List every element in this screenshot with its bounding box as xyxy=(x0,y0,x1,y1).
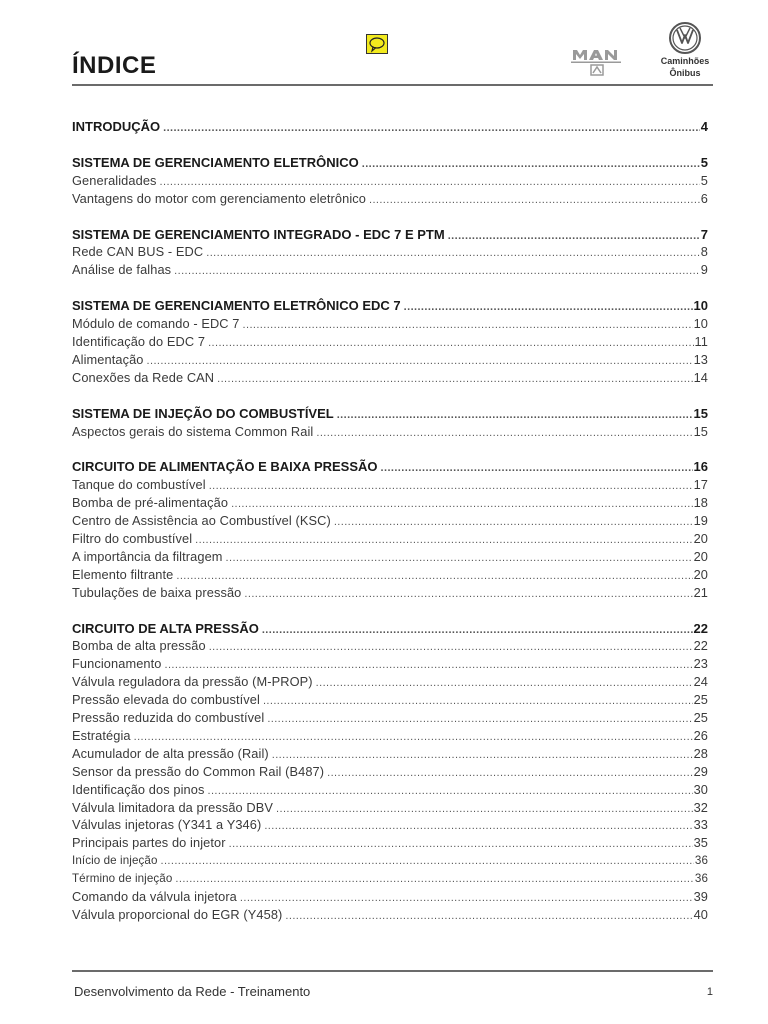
dot-leader xyxy=(272,747,693,763)
toc-section-heading-label: SISTEMA DE INJEÇÃO DO COMBUSTÍVEL xyxy=(72,405,334,421)
toc-entry-page: 15 xyxy=(693,423,708,439)
dot-leader xyxy=(176,568,692,584)
table-of-contents xyxy=(72,118,708,942)
page-header xyxy=(0,0,768,90)
toc-entry[interactable] xyxy=(72,315,708,333)
toc-entry-label: Alimentação xyxy=(72,351,144,367)
dot-leader xyxy=(276,801,693,817)
toc-section xyxy=(72,118,708,136)
toc-entry[interactable] xyxy=(72,333,708,351)
toc-section xyxy=(72,405,708,441)
toc-entry-label: Tubulações de baixa pressão xyxy=(72,584,242,600)
toc-entry[interactable] xyxy=(72,369,708,387)
vw-brand-line2: Ônibus xyxy=(669,68,701,78)
toc-entry-label: Elemento filtrante xyxy=(72,566,174,582)
toc-entry-page: 21 xyxy=(693,584,708,600)
toc-entry-page: 26 xyxy=(693,727,708,743)
toc-section-heading-label: CIRCUITO DE ALIMENTAÇÃO E BAIXA PRESSÃO xyxy=(72,459,378,475)
dot-leader xyxy=(147,353,693,369)
toc-entry[interactable] xyxy=(72,494,708,512)
dot-leader xyxy=(226,550,693,566)
toc-entry[interactable] xyxy=(72,763,708,781)
toc-entry-label: Aspectos gerais do sistema Common Rail xyxy=(72,423,314,439)
toc-entry-page: 39 xyxy=(693,888,708,904)
dot-leader xyxy=(362,156,700,172)
toc-entry-page: 14 xyxy=(693,369,708,385)
toc-entry-label: Identificação dos pinos xyxy=(72,781,205,797)
toc-entry[interactable] xyxy=(72,673,708,691)
toc-entry-label: Acumulador de alta pressão (Rail) xyxy=(72,745,269,761)
toc-section-heading[interactable] xyxy=(72,154,708,172)
vw-logo xyxy=(669,22,701,54)
toc-section-heading-page: 16 xyxy=(693,459,708,475)
toc-entry-page: 22 xyxy=(693,638,708,654)
toc-entry-page: 40 xyxy=(693,906,708,922)
toc-entry-page: 36 xyxy=(694,872,708,886)
toc-entry-label: Generalidades xyxy=(72,172,157,188)
toc-section-heading-label: SISTEMA DE GERENCIAMENTO ELETRÔNICO EDC 7 xyxy=(72,298,401,314)
dot-leader xyxy=(174,263,700,279)
dot-leader xyxy=(334,514,693,530)
page-title: ÍNDICE xyxy=(72,52,157,79)
toc-entry-page: 11 xyxy=(694,334,708,350)
toc-entry[interactable] xyxy=(72,834,708,852)
toc-section-heading-page: 22 xyxy=(693,620,708,636)
toc-entry-label: Pressão elevada do combustível xyxy=(72,692,260,708)
toc-entry[interactable] xyxy=(72,476,708,494)
toc-entry-page: 19 xyxy=(693,513,708,529)
toc-entry[interactable] xyxy=(72,655,708,673)
toc-entry[interactable] xyxy=(72,530,708,548)
toc-entry-page: 10 xyxy=(693,316,708,332)
toc-entry[interactable] xyxy=(72,691,708,709)
toc-section-heading-label: SISTEMA DE GERENCIAMENTO INTEGRADO - EDC 7 E PTM xyxy=(72,226,445,242)
toc-entry[interactable] xyxy=(72,243,708,261)
dot-leader xyxy=(229,836,693,852)
dot-leader xyxy=(208,783,693,799)
toc-entry-label: Válvula reguladora da pressão (M-PROP) xyxy=(72,674,313,690)
vw-brand-line1: Caminhões xyxy=(660,56,710,66)
toc-entry[interactable] xyxy=(72,870,708,888)
toc-entry[interactable] xyxy=(72,423,708,441)
dot-leader xyxy=(134,729,693,745)
dot-leader xyxy=(195,532,692,548)
toc-entry-page: 29 xyxy=(693,763,708,779)
toc-entry-page: 6 xyxy=(700,190,708,206)
toc-entry[interactable] xyxy=(72,727,708,745)
toc-section-heading-label: SISTEMA DE GERENCIAMENTO ELETRÔNICO xyxy=(72,154,359,170)
toc-entry-page: 20 xyxy=(693,566,708,582)
toc-section-heading[interactable] xyxy=(72,458,708,476)
toc-entry[interactable] xyxy=(72,351,708,369)
dot-leader xyxy=(337,407,693,423)
toc-entry-page: 30 xyxy=(693,781,708,797)
toc-entry-label: Filtro do combustível xyxy=(72,531,193,547)
footer-text: Desenvolvimento da Rede - Treinamento xyxy=(74,984,311,999)
toc-entry-label: Início de injeção xyxy=(72,854,158,868)
toc-entry-page: 20 xyxy=(693,531,708,547)
toc-entry[interactable] xyxy=(72,888,708,906)
toc-entry[interactable] xyxy=(72,799,708,817)
toc-entry[interactable] xyxy=(72,852,708,870)
dot-leader xyxy=(369,192,700,208)
toc-section xyxy=(72,154,708,208)
toc-entry-label: Válvula proporcional do EGR (Y458) xyxy=(72,906,283,922)
toc-entry-label: Válvula limitadora da pressão DBV xyxy=(72,799,274,815)
toc-entry[interactable] xyxy=(72,745,708,763)
dot-leader xyxy=(231,496,693,512)
toc-entry-label: Análise de falhas xyxy=(72,262,172,278)
toc-entry-page: 8 xyxy=(700,244,708,260)
toc-entry-label: Pressão reduzida do combustível xyxy=(72,710,265,726)
dot-leader xyxy=(208,335,693,351)
dot-leader xyxy=(285,908,692,924)
toc-section xyxy=(72,226,708,280)
toc-entry-page: 25 xyxy=(693,710,708,726)
toc-section-heading-page: 7 xyxy=(700,226,708,242)
dot-leader xyxy=(161,853,694,870)
dot-leader xyxy=(448,228,700,244)
toc-entry-page: 24 xyxy=(693,674,708,690)
vw-brand-block xyxy=(652,22,718,82)
toc-entry-label: Identificação do EDC 7 xyxy=(72,334,206,350)
dot-leader xyxy=(404,299,693,315)
toc-entry-page: 9 xyxy=(700,262,708,278)
toc-section-heading-page: 5 xyxy=(700,154,708,170)
toc-entry[interactable] xyxy=(72,584,708,602)
toc-entry-page: 33 xyxy=(693,817,708,833)
toc-entry-page: 18 xyxy=(693,495,708,511)
toc-section-heading[interactable] xyxy=(72,118,708,136)
toc-entry-page: 17 xyxy=(693,477,708,493)
toc-entry-page: 32 xyxy=(693,799,708,815)
toc-entry[interactable] xyxy=(72,512,708,530)
toc-section-heading-label: INTRODUÇÃO xyxy=(72,119,161,134)
toc-entry-label: Funcionamento xyxy=(72,656,162,672)
toc-entry-label: Estratégia xyxy=(72,727,131,743)
toc-entry-label: Centro de Assistência ao Combustível (KSC) xyxy=(72,513,331,529)
toc-section-heading[interactable] xyxy=(72,620,708,638)
toc-section-heading-label: CIRCUITO DE ALTA PRESSÃO xyxy=(72,620,259,636)
toc-section-heading-page: 15 xyxy=(693,405,708,421)
toc-entry-label: Principais partes do injetor xyxy=(72,835,226,851)
toc-entry-label: Tanque do combustível xyxy=(72,477,206,493)
dot-leader xyxy=(175,871,693,888)
footer-divider xyxy=(72,970,713,972)
toc-entry-label: Bomba de alta pressão xyxy=(72,638,206,654)
toc-entry-page: 20 xyxy=(693,548,708,564)
toc-entry-label: Módulo de comando - EDC 7 xyxy=(72,316,240,332)
toc-entry[interactable] xyxy=(72,261,708,279)
footer-page-number: 1 xyxy=(706,986,713,998)
toc-section xyxy=(72,620,708,924)
toc-section-heading[interactable] xyxy=(72,297,708,315)
toc-entry[interactable] xyxy=(72,172,708,190)
toc-entry-label: A importância da filtragem xyxy=(72,548,223,564)
toc-entry-label: Conexões da Rede CAN xyxy=(72,369,215,385)
toc-section xyxy=(72,297,708,386)
toc-entry[interactable] xyxy=(72,906,708,924)
dot-leader xyxy=(206,245,700,261)
dot-leader xyxy=(327,765,692,781)
dot-leader xyxy=(263,693,693,709)
man-logo xyxy=(571,47,623,77)
toc-section xyxy=(72,458,708,601)
header-divider xyxy=(72,84,713,86)
toc-entry[interactable] xyxy=(72,709,708,727)
dot-leader xyxy=(264,818,692,834)
toc-entry-page: 36 xyxy=(694,854,708,868)
dot-leader xyxy=(243,317,693,333)
toc-entry[interactable] xyxy=(72,816,708,834)
toc-entry-label: Vantagens do motor com gerenciamento eletrônico xyxy=(72,190,366,206)
dot-leader xyxy=(262,622,693,638)
toc-section-heading-page: 10 xyxy=(693,298,708,314)
toc-entry-label: Comando da válvula injetora xyxy=(72,888,237,904)
toc-entry[interactable] xyxy=(72,548,708,566)
dot-leader xyxy=(244,586,692,602)
dot-leader xyxy=(209,478,693,494)
speech-bubble-note-icon[interactable] xyxy=(366,34,388,54)
dot-leader xyxy=(209,639,693,655)
toc-entry-label: Rede CAN BUS - EDC xyxy=(72,244,204,260)
dot-leader xyxy=(240,890,693,906)
toc-entry-page: 5 xyxy=(700,172,708,188)
dot-leader xyxy=(160,174,700,190)
dot-leader xyxy=(165,657,693,673)
toc-entry-label: Bomba de pré-alimentação xyxy=(72,495,229,511)
toc-entry-page: 28 xyxy=(693,745,708,761)
dot-leader xyxy=(316,675,693,691)
toc-section-heading-page: 4 xyxy=(700,119,708,134)
toc-section-heading[interactable] xyxy=(72,405,708,423)
toc-entry[interactable] xyxy=(72,190,708,208)
toc-entry[interactable] xyxy=(72,781,708,799)
toc-entry[interactable] xyxy=(72,566,708,584)
toc-entry-page: 23 xyxy=(693,656,708,672)
toc-section-heading[interactable] xyxy=(72,226,708,244)
toc-entry-label: Válvulas injetoras (Y341 a Y346) xyxy=(72,817,262,833)
dot-leader xyxy=(381,460,693,476)
toc-entry-page: 35 xyxy=(693,835,708,851)
dot-leader xyxy=(163,120,700,136)
dot-leader xyxy=(316,425,692,441)
toc-entry[interactable] xyxy=(72,637,708,655)
toc-entry-page: 13 xyxy=(693,351,708,367)
dot-leader xyxy=(217,371,692,387)
toc-entry-label: Sensor da pressão do Common Rail (B487) xyxy=(72,763,325,779)
toc-entry-label: Término de injeção xyxy=(72,872,173,886)
toc-entry-page: 25 xyxy=(693,692,708,708)
dot-leader xyxy=(267,711,692,727)
